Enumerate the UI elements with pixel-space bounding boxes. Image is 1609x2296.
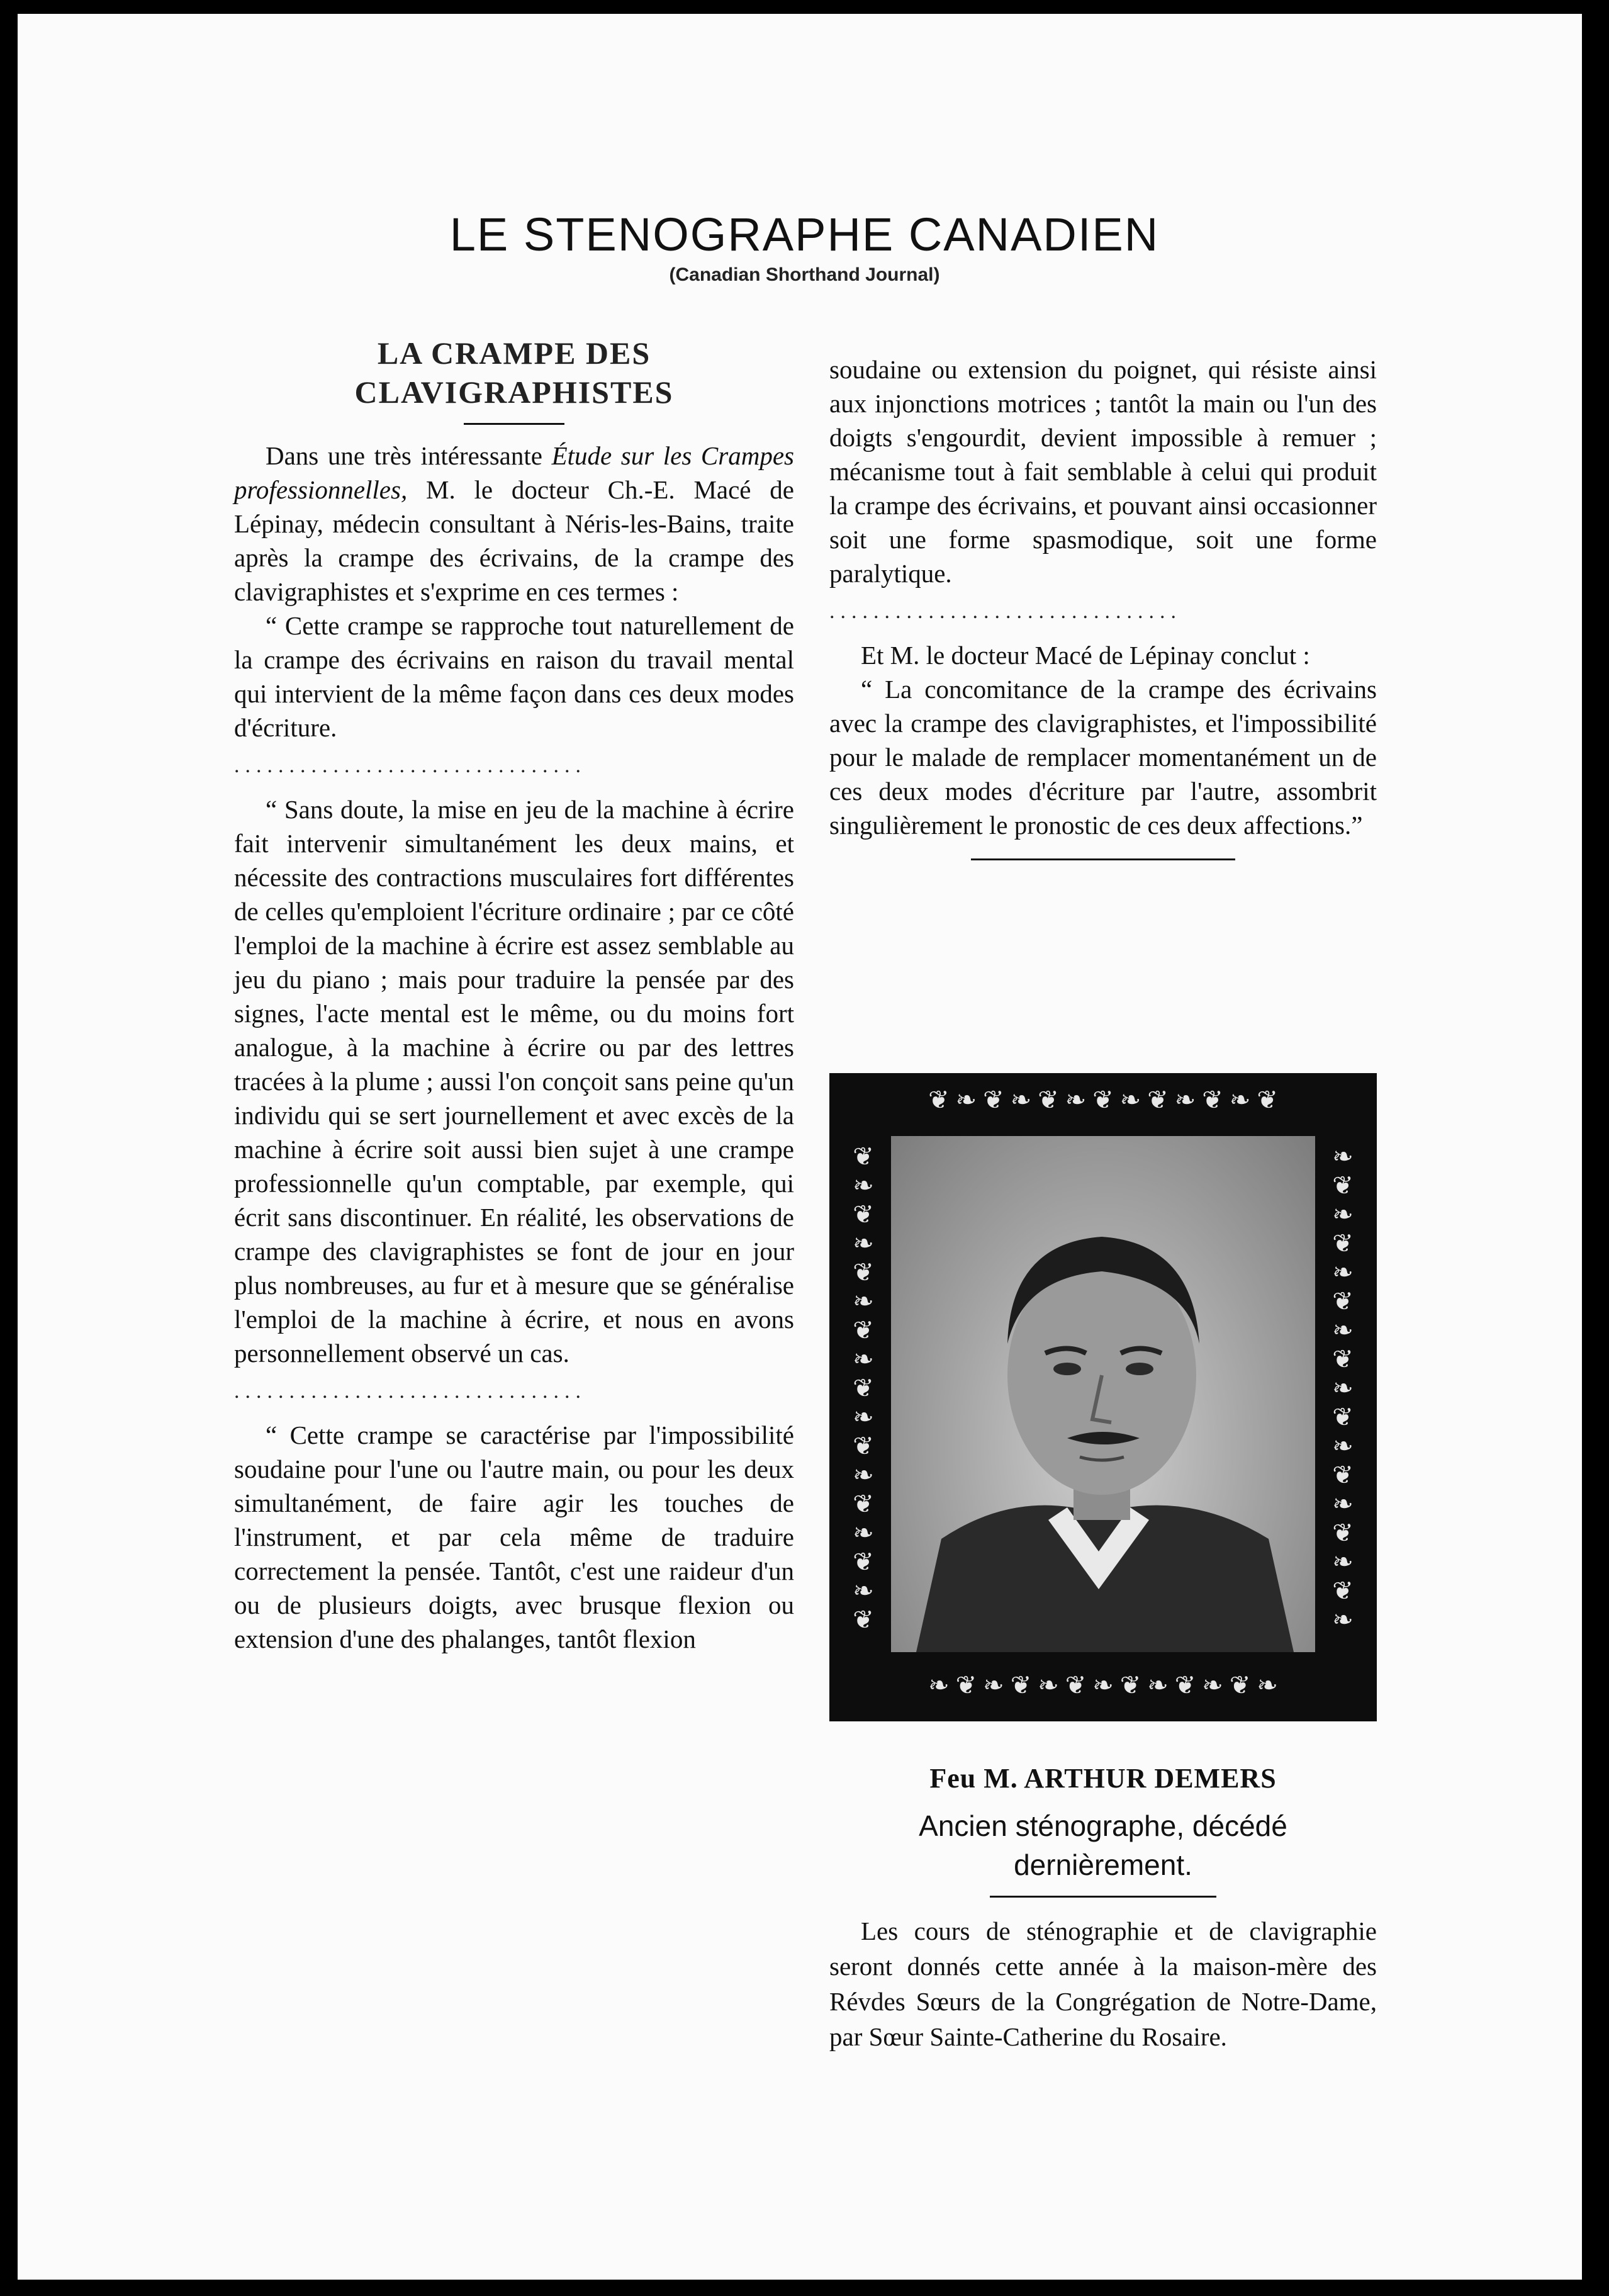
intro-text-a: Dans une très intéressante: [266, 441, 552, 470]
portrait-photo: [891, 1136, 1315, 1652]
dotted-separator: ................................: [234, 754, 586, 777]
man-portrait-icon: [891, 1136, 1315, 1652]
portrait-caption-name: Feu M. ARTHUR DEMERS: [929, 1763, 1277, 1794]
caption-rule: [990, 1896, 1216, 1898]
conclusion-quote: “ La concomitance de la crampe des écrivains avec la crampe des clavigraphistes, et l'impossibilité pour le malade de remplacer momentanément un de ces deux modes d'écriture par l'autre, assombrit singulièrement le pronostic de ces deux affections.”: [829, 675, 1377, 840]
wreath-top-icon: ❦ ❧ ❦ ❧ ❦ ❧ ❦ ❧ ❦ ❧ ❦ ❧ ❦: [928, 1086, 1278, 1114]
intro-text-italic: Étude sur les Crampes professionnelles,: [234, 441, 794, 504]
left-column: [234, 334, 794, 1656]
quote-paragraph-2: “ Sans doute, la mise en jeu de la machine à écrire fait intervenir simultanément les deux mains, et nécessite des contractions musculaires fort différentes de celles qu'emploient l'écriture ordinaire ; par ce côté l'emploi de la machine à écrire est assez semblable au jeu du piano ; mais pour traduire la pensée par des signes, l'acte mental est le même, ou du moins fort analogue, à la machine à écrire ou par des lettres tracées à la plume ; aussi l'on conçoit sans peine qu'un individu qui se sert journellement et avec excès de la machine à écrire soit aussi bien sujet à une crampe professionnelle qu'un comptable, par exemple, qui écrit sans discontinuer. En réalité, les observations de crampe des clavigraphistes se font de jour en jour plus nombreuses, au fur et à mesure que se généralise l'emploi de la machine à écrire, et nous en avons personnellement observé un cas.: [234, 795, 794, 1368]
dotted-separator: ................................: [234, 1380, 586, 1403]
quote-paragraph-1: “ Cette crampe se rapproche tout naturellement de la crampe des écrivains en raison du travail mental qui intervient de la même façon dans ces deux modes d'écriture.: [234, 611, 794, 742]
right-column: [829, 352, 1377, 874]
quote-paragraph-3: “ Cette crampe se caractérise par l'impossibilité soudaine pour l'une ou l'autre main, ou pour les deux simultanément, de faire agir les touches de l'instrument, et par cela même de traduire correctement la pensée. Tantôt, c'est une raideur d'un ou de plusieurs doigts, avec brusque flexion ou extension d'une des phalanges, tantôt flexion: [234, 1421, 794, 1653]
dotted-separator: ................................: [829, 600, 1182, 623]
portrait-frame: [829, 1073, 1377, 1721]
quote-paragraph-3-continued: soudaine ou extension du poignet, qui résiste ainsi aux injonctions motrices ; tantôt la main ou l'un des doigts s'engourdit, devient impossible à remuer ; mécanisme tout à fait semblable à celui qui produit la crampe des écrivains, et pouvant ainsi occasionner soit une forme spasmodique, soit une forme paralytique.: [829, 355, 1377, 588]
journal-title: LE STENOGRAPHE CANADIEN: [449, 208, 1160, 261]
title-rule: [464, 423, 564, 425]
wreath-right-icon: ❧ ❦ ❧ ❦ ❧ ❦ ❧ ❦ ❧ ❦ ❧ ❦ ❧ ❦ ❧ ❦ ❧: [1332, 1142, 1354, 1634]
portrait-caption-description: Ancien sténographe, décédé dernièrement.: [919, 1809, 1287, 1881]
article-title: LA CRAMPE DES CLAVIGRAPHISTES: [354, 335, 674, 410]
intro-text-b: M. le docteur Ch.-E. Macé de Lépinay, médecin consultant à Néris-les-Bains, traite après la crampe des écrivains, de la crampe des clavigraphistes et s'exprime en ces termes :: [234, 475, 794, 606]
journal-subtitle: (Canadian Shorthand Journal): [669, 264, 940, 285]
article-intro: [234, 439, 794, 609]
wreath-bottom-icon: ❧ ❦ ❧ ❦ ❧ ❦ ❧ ❦ ❧ ❦ ❧ ❦ ❧: [928, 1671, 1278, 1699]
course-notice: Les cours de sténographie et de clavigraphie seront donnés cette année à la maison-mère des Révdes Sœurs de la Congrégation de Notre-Dame, par Sœur Sainte-Catherine du Rosaire.: [829, 1916, 1377, 2051]
section-rule: [971, 858, 1235, 860]
conclusion-intro: Et M. le docteur Macé de Lépinay conclut :: [861, 641, 1310, 670]
wreath-left-icon: ❦ ❧ ❦ ❧ ❦ ❧ ❦ ❧ ❦ ❧ ❦ ❧ ❦ ❧ ❦ ❧ ❦: [853, 1142, 874, 1634]
